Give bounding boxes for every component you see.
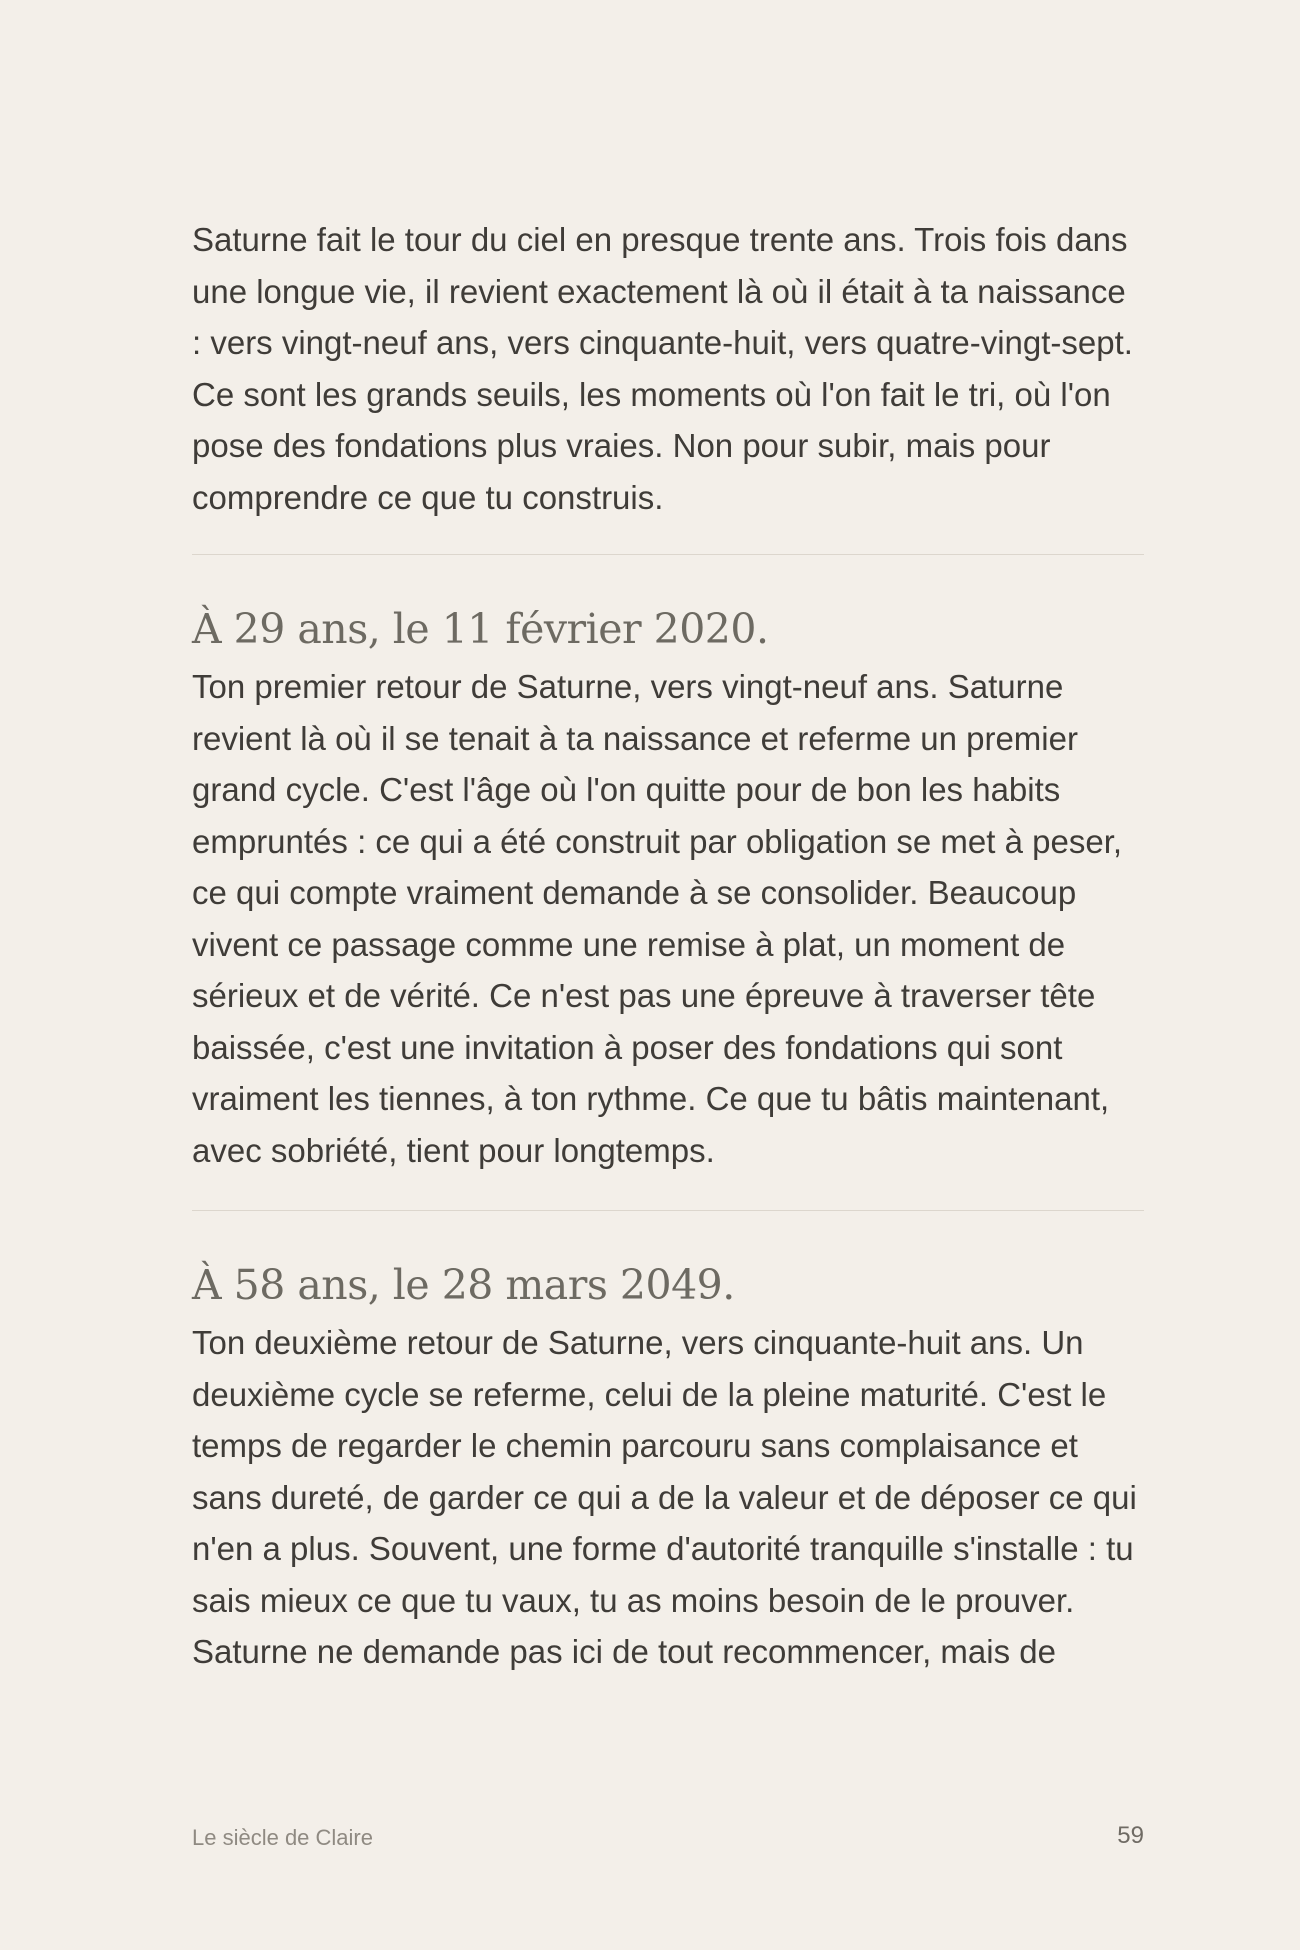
section-divider: [192, 554, 1144, 555]
footer-page-number: 59: [1117, 1822, 1144, 1849]
footer-book-title: Le siècle de Claire: [192, 1825, 373, 1850]
section-title-first-return: À 29 ans, le 11 février 2020.: [192, 605, 769, 653]
section-text-second-return: Ton deuxième retour de Saturne, vers cinquante-huit ans. Un deuxième cycle se referme, celui de la pleine maturité. C'est le temps de regarder le chemin parcouru sans complaisance et sans dureté, de garder ce qui a de la valeur et de déposer ce qui n'en a plus. Souvent, une forme d'autorité tranquille s'installe : tu sais mieux ce que tu vaux, tu as moins besoin de le prouver. Saturne ne demande pas ici de tout recommencer, mais de: [192, 1324, 1137, 1670]
section-text-first-return: Ton premier retour de Saturne, vers vingt-neuf ans. Saturne revient là où il se tenait à ta naissance et referme un premier grand cycle. C'est l'âge où l'on quitte pour de bon les habits empruntés : ce qui a été construit par obligation se met à peser, ce qui compte vraiment demande à se consolider. Beaucoup vivent ce passage comme une remise à plat, un moment de sérieux et de vérité. Ce n'est pas une épreuve à traverser tête baissée, c'est une invitation à poser des fondations qui sont vraiment les tiennes, à ton rythme. Ce que tu bâtis maintenant, avec sobriété, tient pour longtemps.: [192, 668, 1123, 1169]
page-content: [192, 214, 1144, 1678]
intro-paragraph: Saturne fait le tour du ciel en presque trente ans. Trois fois dans une longue vie, il revient exactement là où il était à ta naissance : vers vingt-neuf ans, vers cinquante-huit, vers quatre-vingt-sept. Ce sont les grands seuils, les moments où l'on fait le tri, où l'on pose des fondations plus vraies. Non pour subir, mais pour comprendre ce que tu construis.: [192, 221, 1133, 516]
section-divider: [192, 1210, 1144, 1211]
section-title-second-return: À 58 ans, le 28 mars 2049.: [192, 1261, 735, 1309]
